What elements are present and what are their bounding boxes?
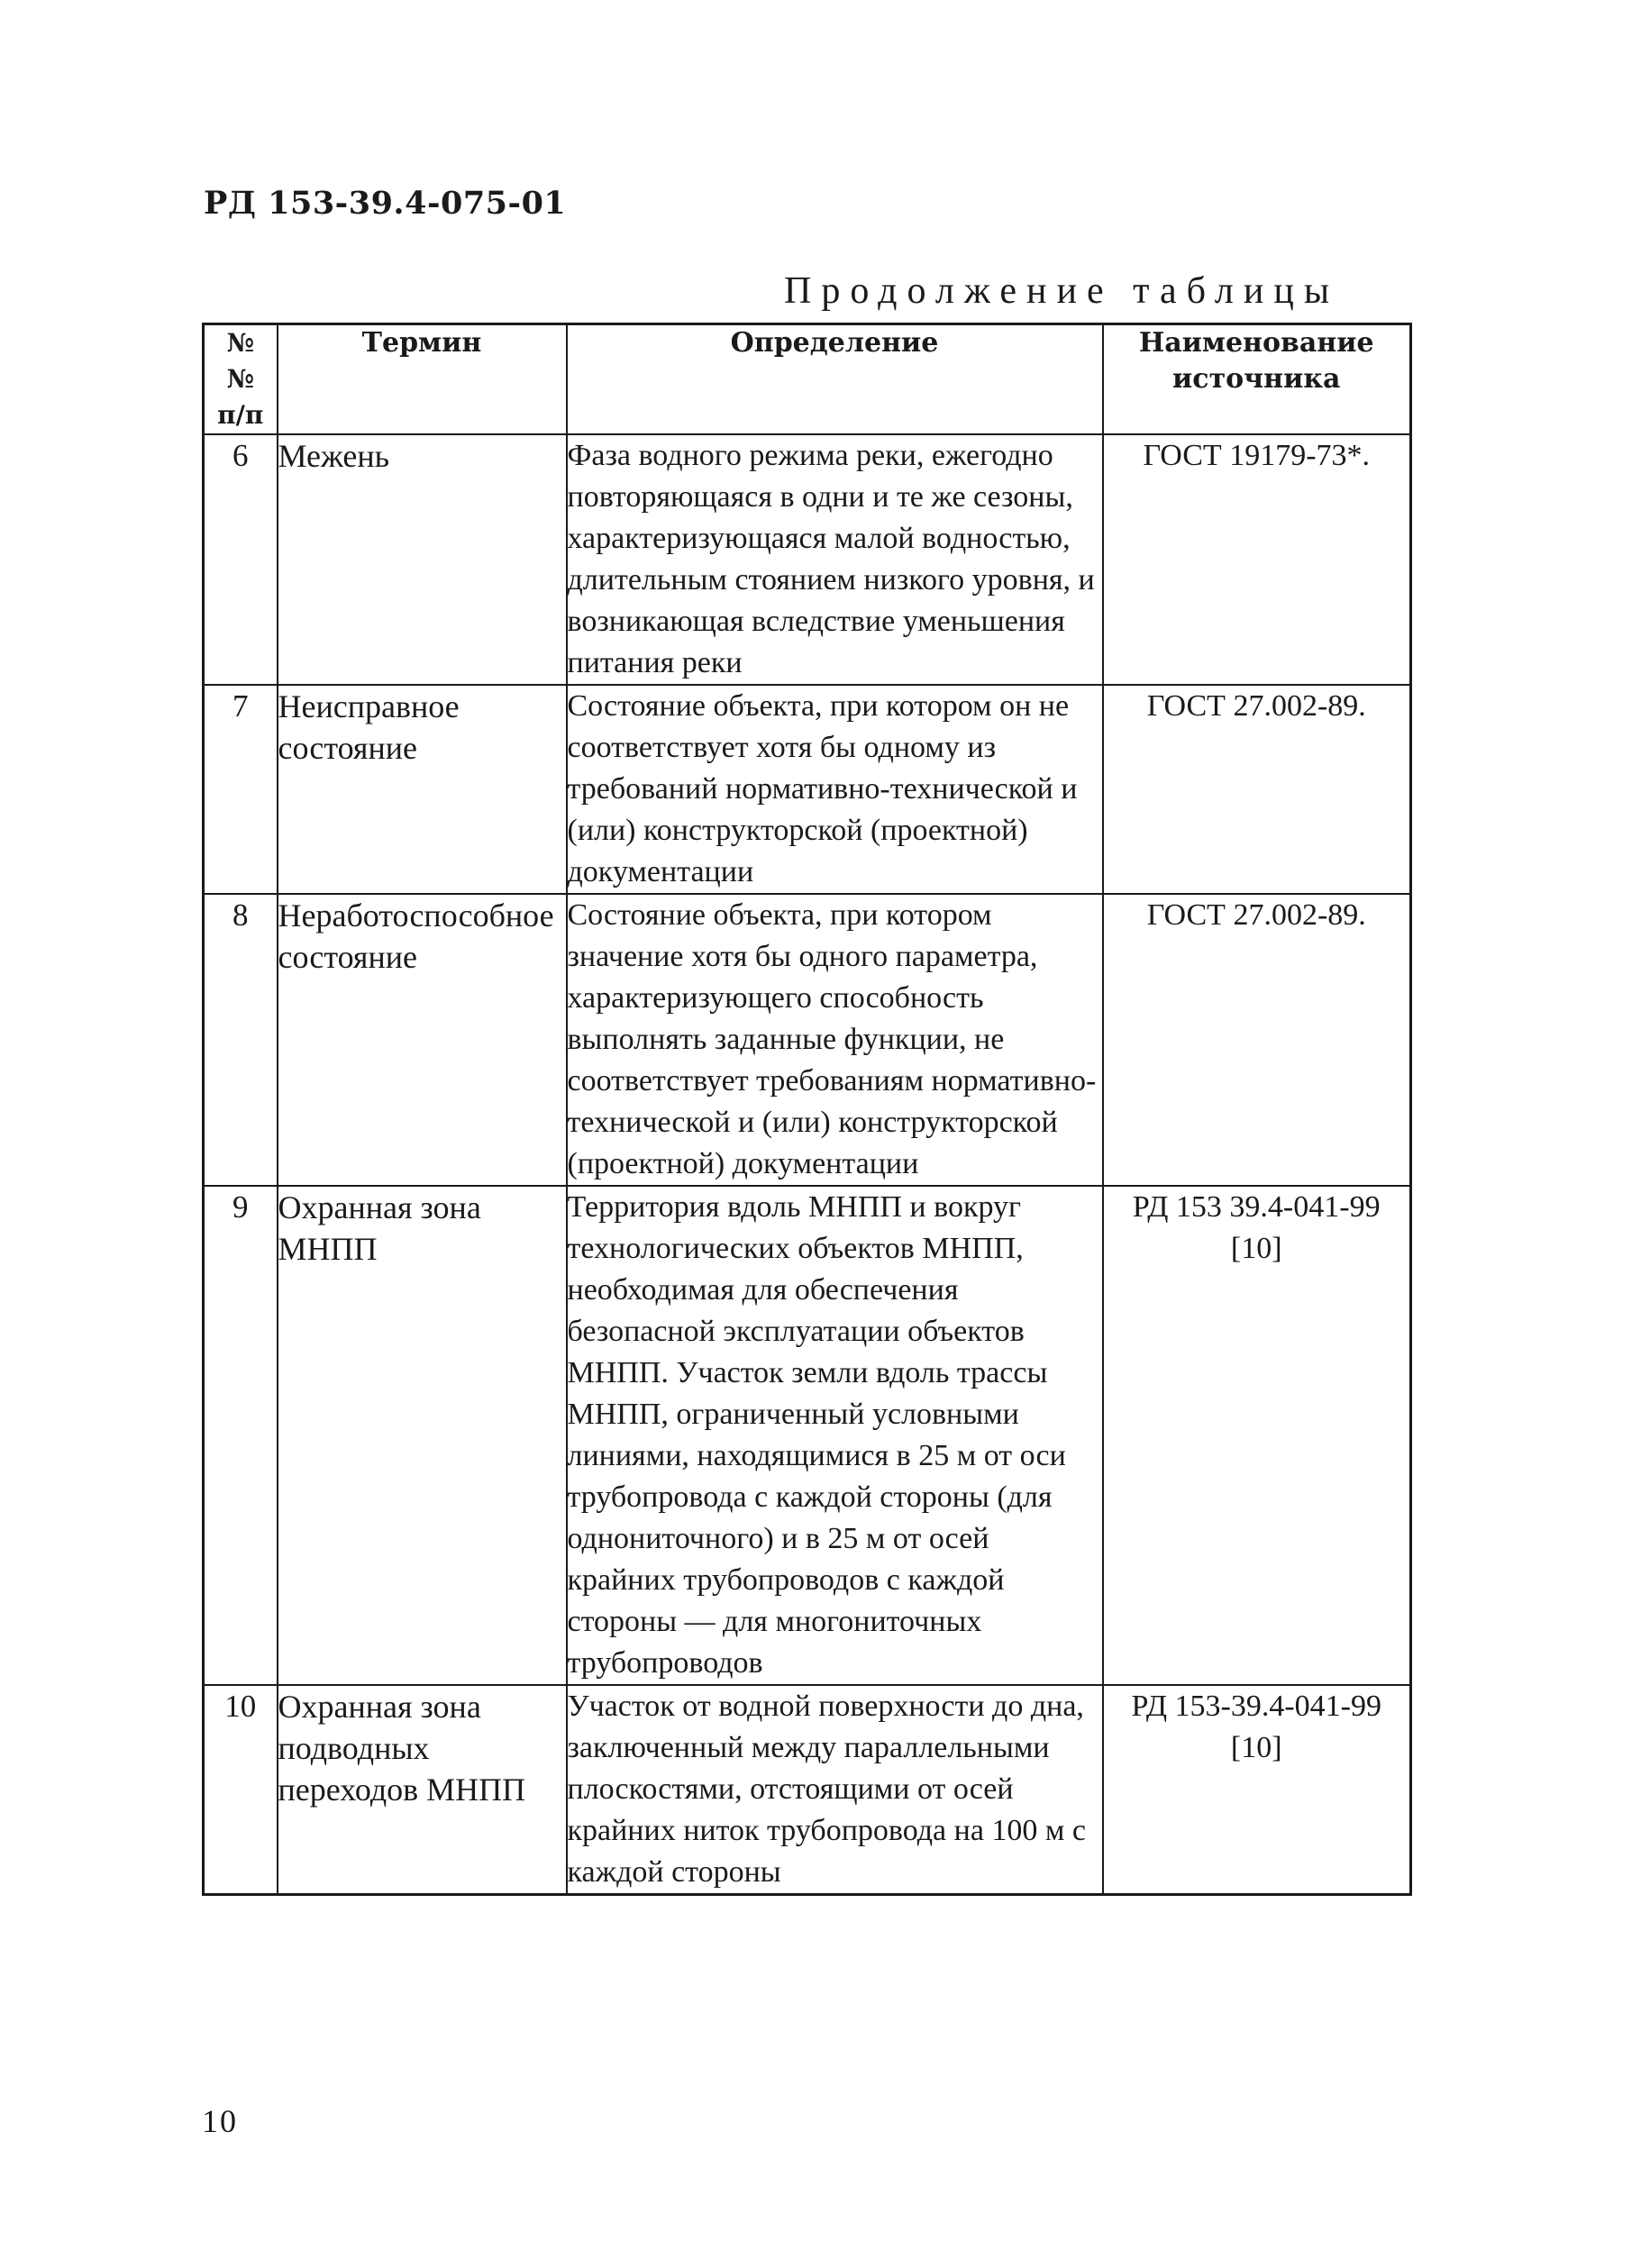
row-term: Межень [278, 434, 567, 685]
document-code: РД 153-39.4-075-01 [204, 185, 567, 222]
row-number: 10 [204, 1685, 278, 1895]
table-row [204, 1186, 1411, 1685]
row-definition: Состояние объекта, при котором значение хотя бы одного параметра, характеризующего способность выполнять заданные функции, не соответствует требованиям нормативно-технической и (или) конструкторской (проектной) документации [567, 894, 1103, 1186]
row-term: Охранная зона подводных переходов МНПП [278, 1685, 567, 1895]
table-row [204, 685, 1411, 894]
table-row [204, 434, 1411, 685]
row-definition: Фаза водного режима реки, ежегодно повторяющаяся в одни и те же сезоны, характеризующаяся малой водностью, длительным стоянием низкого уровня, и возникающая вследствие уменьшения питания реки [567, 434, 1103, 685]
row-term: Неработоспособное состояние [278, 894, 567, 1186]
row-source: ГОСТ 27.002-89. [1103, 894, 1411, 1186]
table-row [204, 1685, 1411, 1895]
page-number: 10 [202, 2103, 238, 2139]
row-number: 8 [204, 894, 278, 1186]
column-header-number-line3: п/п [217, 400, 264, 430]
table-row [204, 894, 1411, 1186]
column-header-number [204, 324, 278, 435]
column-header-number-line2: № [226, 364, 254, 394]
row-number: 9 [204, 1186, 278, 1685]
column-header-term: Термин [278, 324, 567, 435]
row-number: 7 [204, 685, 278, 894]
row-source: РД 153-39.4-041-99 [10] [1103, 1685, 1411, 1895]
table-header [204, 324, 1411, 435]
row-source: РД 153 39.4-041-99 [10] [1103, 1186, 1411, 1685]
row-term: Неисправное состояние [278, 685, 567, 894]
table-body [204, 434, 1411, 1895]
column-header-number-line1: № [226, 328, 254, 358]
column-header-definition: Определение [567, 324, 1103, 435]
row-source: ГОСТ 27.002-89. [1103, 685, 1411, 894]
row-term: Охранная зона МНПП [278, 1186, 567, 1685]
row-number: 6 [204, 434, 278, 685]
row-definition: Участок от водной поверхности до дна, заключенный между параллельными плоскостями, отстоящими от осей крайних ниток трубопровода на 100 м с каждой стороны [567, 1685, 1103, 1895]
row-definition: Состояние объекта, при котором он не соответствует хотя бы одному из требований нормативно-технической и (или) конструкторской (проектной) документации [567, 685, 1103, 894]
table-continuation-caption: Продолжение таблицы [784, 270, 1340, 312]
header-row [204, 324, 1411, 435]
row-definition: Территория вдоль МНПП и вокруг технологических объектов МНПП, необходимая для обеспечения безопасной эксплуатации объектов МНПП. Участок земли вдоль трассы МНПП, ограниченный условными линиями, находящимися в 25 м от оси трубопровода с каждой стороны (для однониточного) и в 25 м от осей крайних трубопроводов с каждой стороны — для многониточных трубопроводов [567, 1186, 1103, 1685]
row-source: ГОСТ 19179-73*. [1103, 434, 1411, 685]
terms-table [202, 323, 1412, 1896]
column-header-source: Наименование источника [1103, 324, 1411, 435]
